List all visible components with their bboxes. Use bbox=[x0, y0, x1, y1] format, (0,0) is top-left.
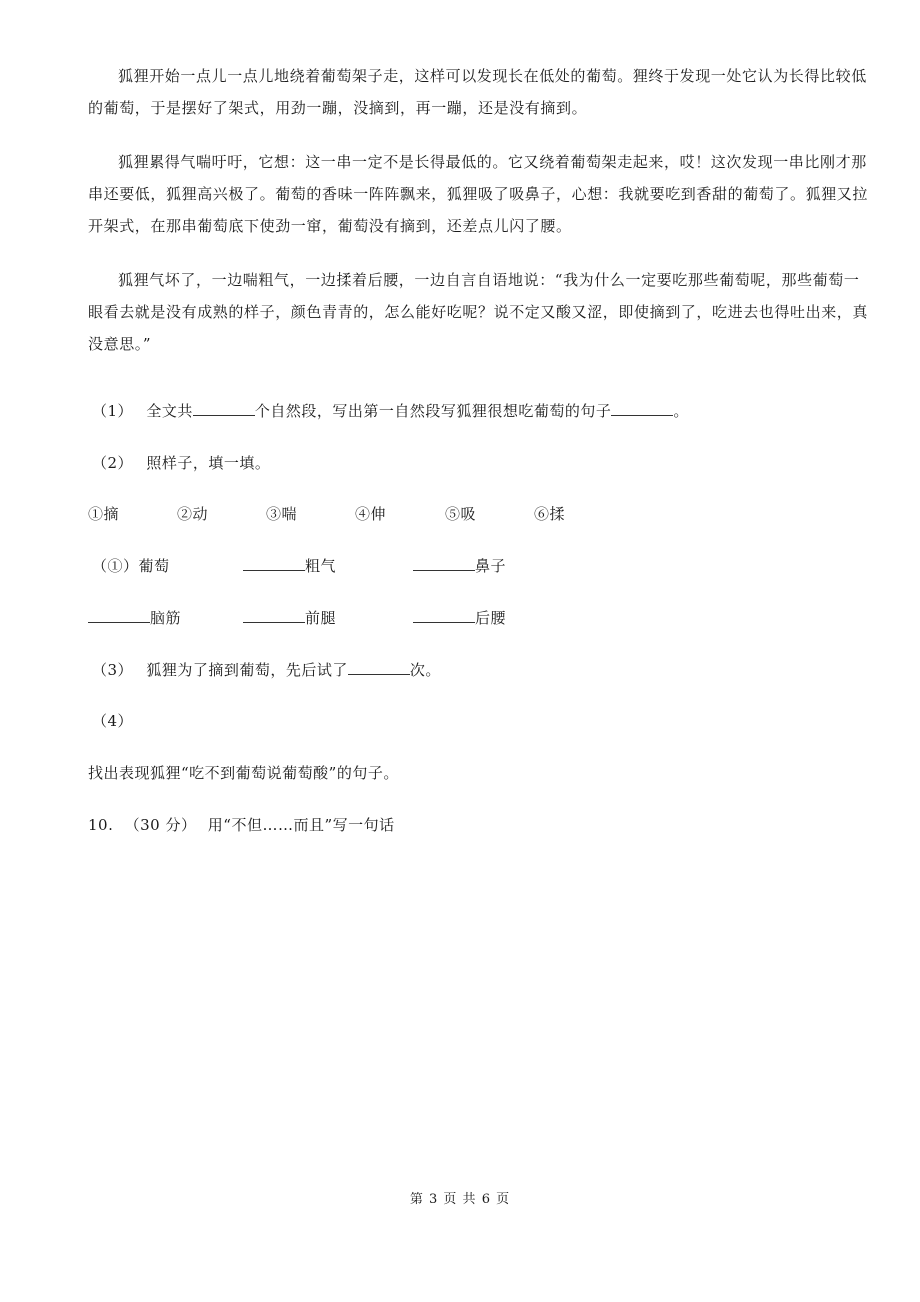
answer-blank[interactable] bbox=[413, 608, 475, 623]
question-1-text-b: 个自然段，写出第一自然段写狐狸很想吃葡萄的句子 bbox=[254, 402, 612, 420]
passage-paragraph-2: 狐狸累得气喘吁吁，它想：这一串一定不是长得最低的。它又绕着葡萄架走起来，哎！这次发现一串比刚才那串还要低，狐狸高兴极了。葡萄的香味一阵阵飘来，狐狸吸了吸鼻子，心想：我就要吃到香甜的葡萄了。狐狸又拉开架式，在那串葡萄底下使劲一窜，葡萄没有摘到，还差点儿闪了腰。 bbox=[88, 153, 869, 235]
answer-blank[interactable] bbox=[611, 401, 673, 416]
fill-item-label: 粗气 bbox=[305, 557, 337, 575]
option-item: ②动 bbox=[177, 505, 209, 523]
option-item: ⑥揉 bbox=[534, 505, 566, 523]
question-4-number: （4） bbox=[92, 712, 134, 730]
fill-item-label: 后腰 bbox=[475, 609, 507, 627]
fill-item bbox=[243, 606, 336, 630]
answer-blank[interactable] bbox=[193, 401, 255, 416]
option-item: ④伸 bbox=[355, 505, 387, 523]
option-item: ①摘 bbox=[88, 505, 120, 523]
question-2 bbox=[92, 451, 270, 475]
fill-item bbox=[243, 554, 336, 578]
question-1-text-c: 。 bbox=[673, 402, 689, 420]
question-3-number: （3） bbox=[92, 661, 134, 679]
option-item: ⑤吸 bbox=[445, 505, 477, 523]
fill-item-label: 鼻子 bbox=[475, 557, 507, 575]
option-item: ③喘 bbox=[266, 505, 298, 523]
passage-paragraph-1: 狐狸开始一点儿一点儿地绕着葡萄架子走，这样可以发现长在低处的葡萄。狸终于发现一处它认为长得比较低的葡萄，于是摆好了架式，用劲一蹦，没摘到，再一蹦，还是没有摘到。 bbox=[88, 67, 867, 117]
question-2-text: 照样子，填一填。 bbox=[146, 454, 271, 472]
question-3-text-b: 次。 bbox=[409, 661, 441, 679]
question-2-number: （2） bbox=[92, 454, 134, 472]
fill-item-label: 前腿 bbox=[305, 609, 337, 627]
answer-blank[interactable] bbox=[243, 608, 305, 623]
passage-paragraph-3: 狐狸气坏了，一边喘粗气，一边揉着后腰，一边自言自语地说：“我为什么一定要吃那些葡萄呢，那些葡萄一眼看去就是没有成熟的样子，颜色青青的，怎么能好吃呢？说不定又酸又涩，即使摘到了，吃进去也得吐出来，真没意思。” bbox=[88, 271, 869, 353]
question-3 bbox=[92, 658, 441, 682]
answer-blank[interactable] bbox=[88, 608, 150, 623]
question-1-text-a: 全文共 bbox=[146, 402, 193, 420]
answer-blank[interactable] bbox=[243, 556, 305, 571]
page-number-footer: 第 3 页 共 6 页 bbox=[409, 1192, 511, 1207]
question-10-text: 用“不但……而且”写一句话 bbox=[207, 816, 395, 834]
question-10 bbox=[88, 813, 395, 837]
answer-blank[interactable] bbox=[348, 660, 410, 675]
fill-item bbox=[88, 606, 181, 630]
fill-item-label: 脑筋 bbox=[150, 609, 182, 627]
example-item: （①）葡萄 bbox=[92, 557, 170, 575]
question-1-number: （1） bbox=[92, 402, 134, 420]
answer-blank[interactable] bbox=[413, 556, 475, 571]
question-10-number: 10. bbox=[88, 816, 114, 834]
question-1 bbox=[92, 399, 689, 423]
question-10-score: （30 分） bbox=[124, 816, 197, 834]
fill-item bbox=[413, 606, 506, 630]
fill-item bbox=[413, 554, 506, 578]
question-3-text-a: 狐狸为了摘到葡萄，先后试了 bbox=[146, 661, 348, 679]
question-4-text: 找出表现狐狸“吃不到葡萄说葡萄酸”的句子。 bbox=[88, 764, 399, 782]
